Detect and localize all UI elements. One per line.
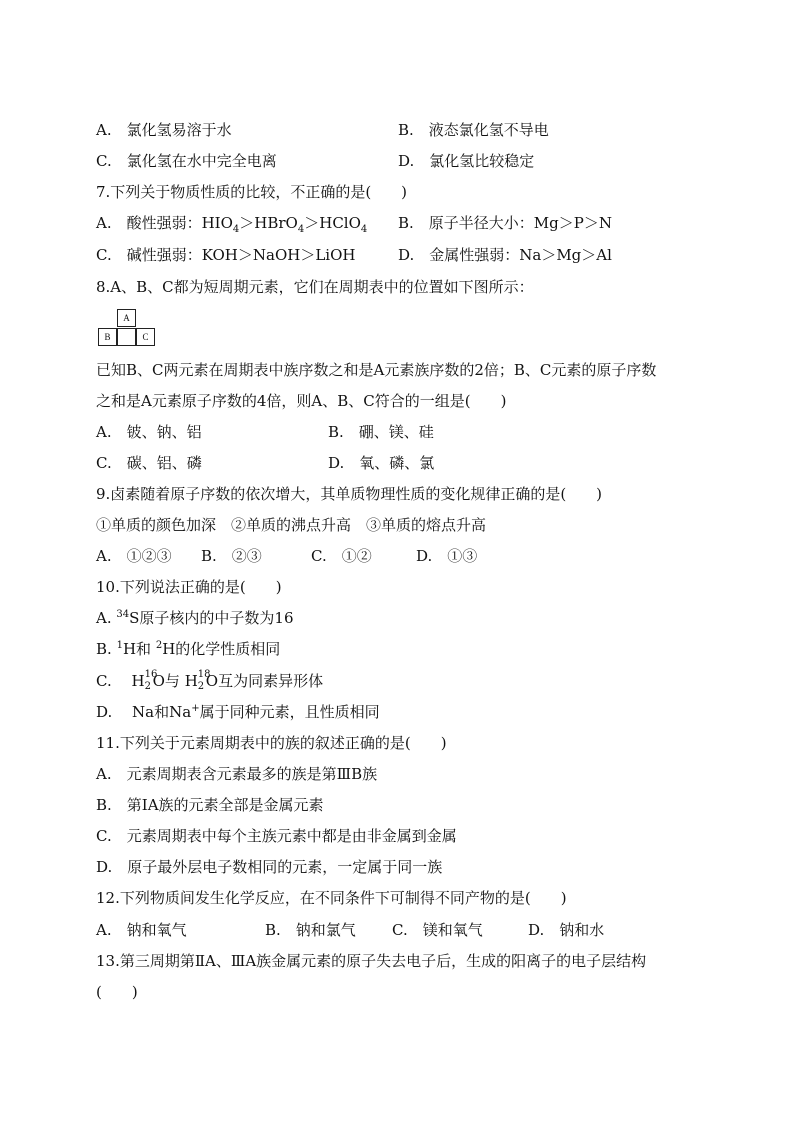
q11-option-b: B. 第ⅠA族的元素全部是金属元素 <box>96 796 324 814</box>
q9-stem: 9.卤素随着原子序数的依次增大，其单质物理性质的变化规律正确的是( ) <box>96 485 603 503</box>
q8-option-c: C. 碳、铝、磷 <box>96 454 202 472</box>
q9-items: ①单质的颜色加深 ②单质的沸点升高 ③单质的熔点升高 <box>96 516 487 534</box>
q8-text-2: 之和是A元素原子序数的4倍，则A、B、C符合的一组是( ) <box>96 392 507 410</box>
q8-text-1: 已知B、C两元素在周期表中族序数之和是A元素族序数的2倍；B、C元素的原子序数 <box>96 361 657 379</box>
q11-stem: 11.下列关于元素周期表中的族的叙述正确的是( ) <box>96 734 447 752</box>
q7-option-a: A. 酸性强弱：$HIO_4>HBrO_4>HClO_4$ <box>96 214 368 235</box>
q7-option-c: C. 碱性强弱：KOH＞NaOH＞LiOH <box>96 246 356 264</box>
cell-a: A <box>117 309 136 327</box>
q12-stem: 12.下列物质间发生化学反应，在不同条件下可制得不同产物的是( ) <box>96 889 567 907</box>
q12-option-c: C. 镁和氧气 <box>392 921 483 939</box>
q6-option-d: D. 氯化氢比较稳定 <box>398 152 535 170</box>
cell-c: C <box>136 328 155 346</box>
q10-option-b: B. $^1$H和 $^2$H的化学性质相同 <box>96 640 281 658</box>
q12-option-d: D. 钠和水 <box>528 921 605 939</box>
cell-b: B <box>98 328 117 346</box>
q7-stem: 7.下列关于物质性质的比较，不正确的是( ) <box>96 183 408 201</box>
q11-option-d: D. 原子最外层电子数相同的元素，一定属于同一族 <box>96 858 443 876</box>
q6-option-c: C. 氯化氢在水中完全电离 <box>96 152 277 170</box>
q7-option-b: B. 原子半径大小：Mg＞P＞N <box>398 214 612 232</box>
q9-option-c: C. ①② <box>311 547 372 565</box>
q6-option-b: B. 液态氯化氢不导电 <box>398 121 549 139</box>
q13-paren: ( ) <box>96 983 138 1001</box>
q9-option-a: A. ①②③ <box>96 547 172 565</box>
q10-option-c: C. H 16 2 O与 H 18 2 O互为同素异形体 <box>96 669 324 692</box>
q11-option-c: C. 元素周期表中每个主族元素中都是由非金属到金属 <box>96 827 457 845</box>
q10-option-a: A. $^{34}$S原子核内的中子数为16 <box>96 609 294 627</box>
q12-option-b: B. 钠和氯气 <box>265 921 356 939</box>
q8-option-a: A. 铍、钠、铝 <box>96 423 202 441</box>
q9-option-d: D. ①③ <box>416 547 478 565</box>
q13-stem: 13.第三周期第ⅡA、ⅢA族金属元素的原子失去电子后，生成的阳离子的电子层结构 <box>96 952 647 970</box>
cell-empty <box>117 328 136 346</box>
q8-stem: 8.A、B、C都为短周期元素，它们在周期表中的位置如下图所示： <box>96 278 534 296</box>
periodic-table-figure <box>96 309 158 349</box>
q9-option-b: B. ②③ <box>201 547 262 565</box>
q11-option-a: A. 元素周期表含元素最多的族是第ⅢB族 <box>96 765 378 783</box>
q8-option-d: D. 氧、磷、氯 <box>328 454 435 472</box>
q12-option-a: A. 钠和氧气 <box>96 921 187 939</box>
q7-option-d: D. 金属性强弱：Na＞Mg＞Al <box>398 246 612 264</box>
q8-option-b: B. 硼、镁、硅 <box>328 423 434 441</box>
q10-option-d: D. Na和Na+属于同种元素，且性质相同 <box>96 703 380 721</box>
q10-stem: 10.下列说法正确的是( ) <box>96 578 282 596</box>
q6-option-a: A. 氯化氢易溶于水 <box>96 121 232 139</box>
